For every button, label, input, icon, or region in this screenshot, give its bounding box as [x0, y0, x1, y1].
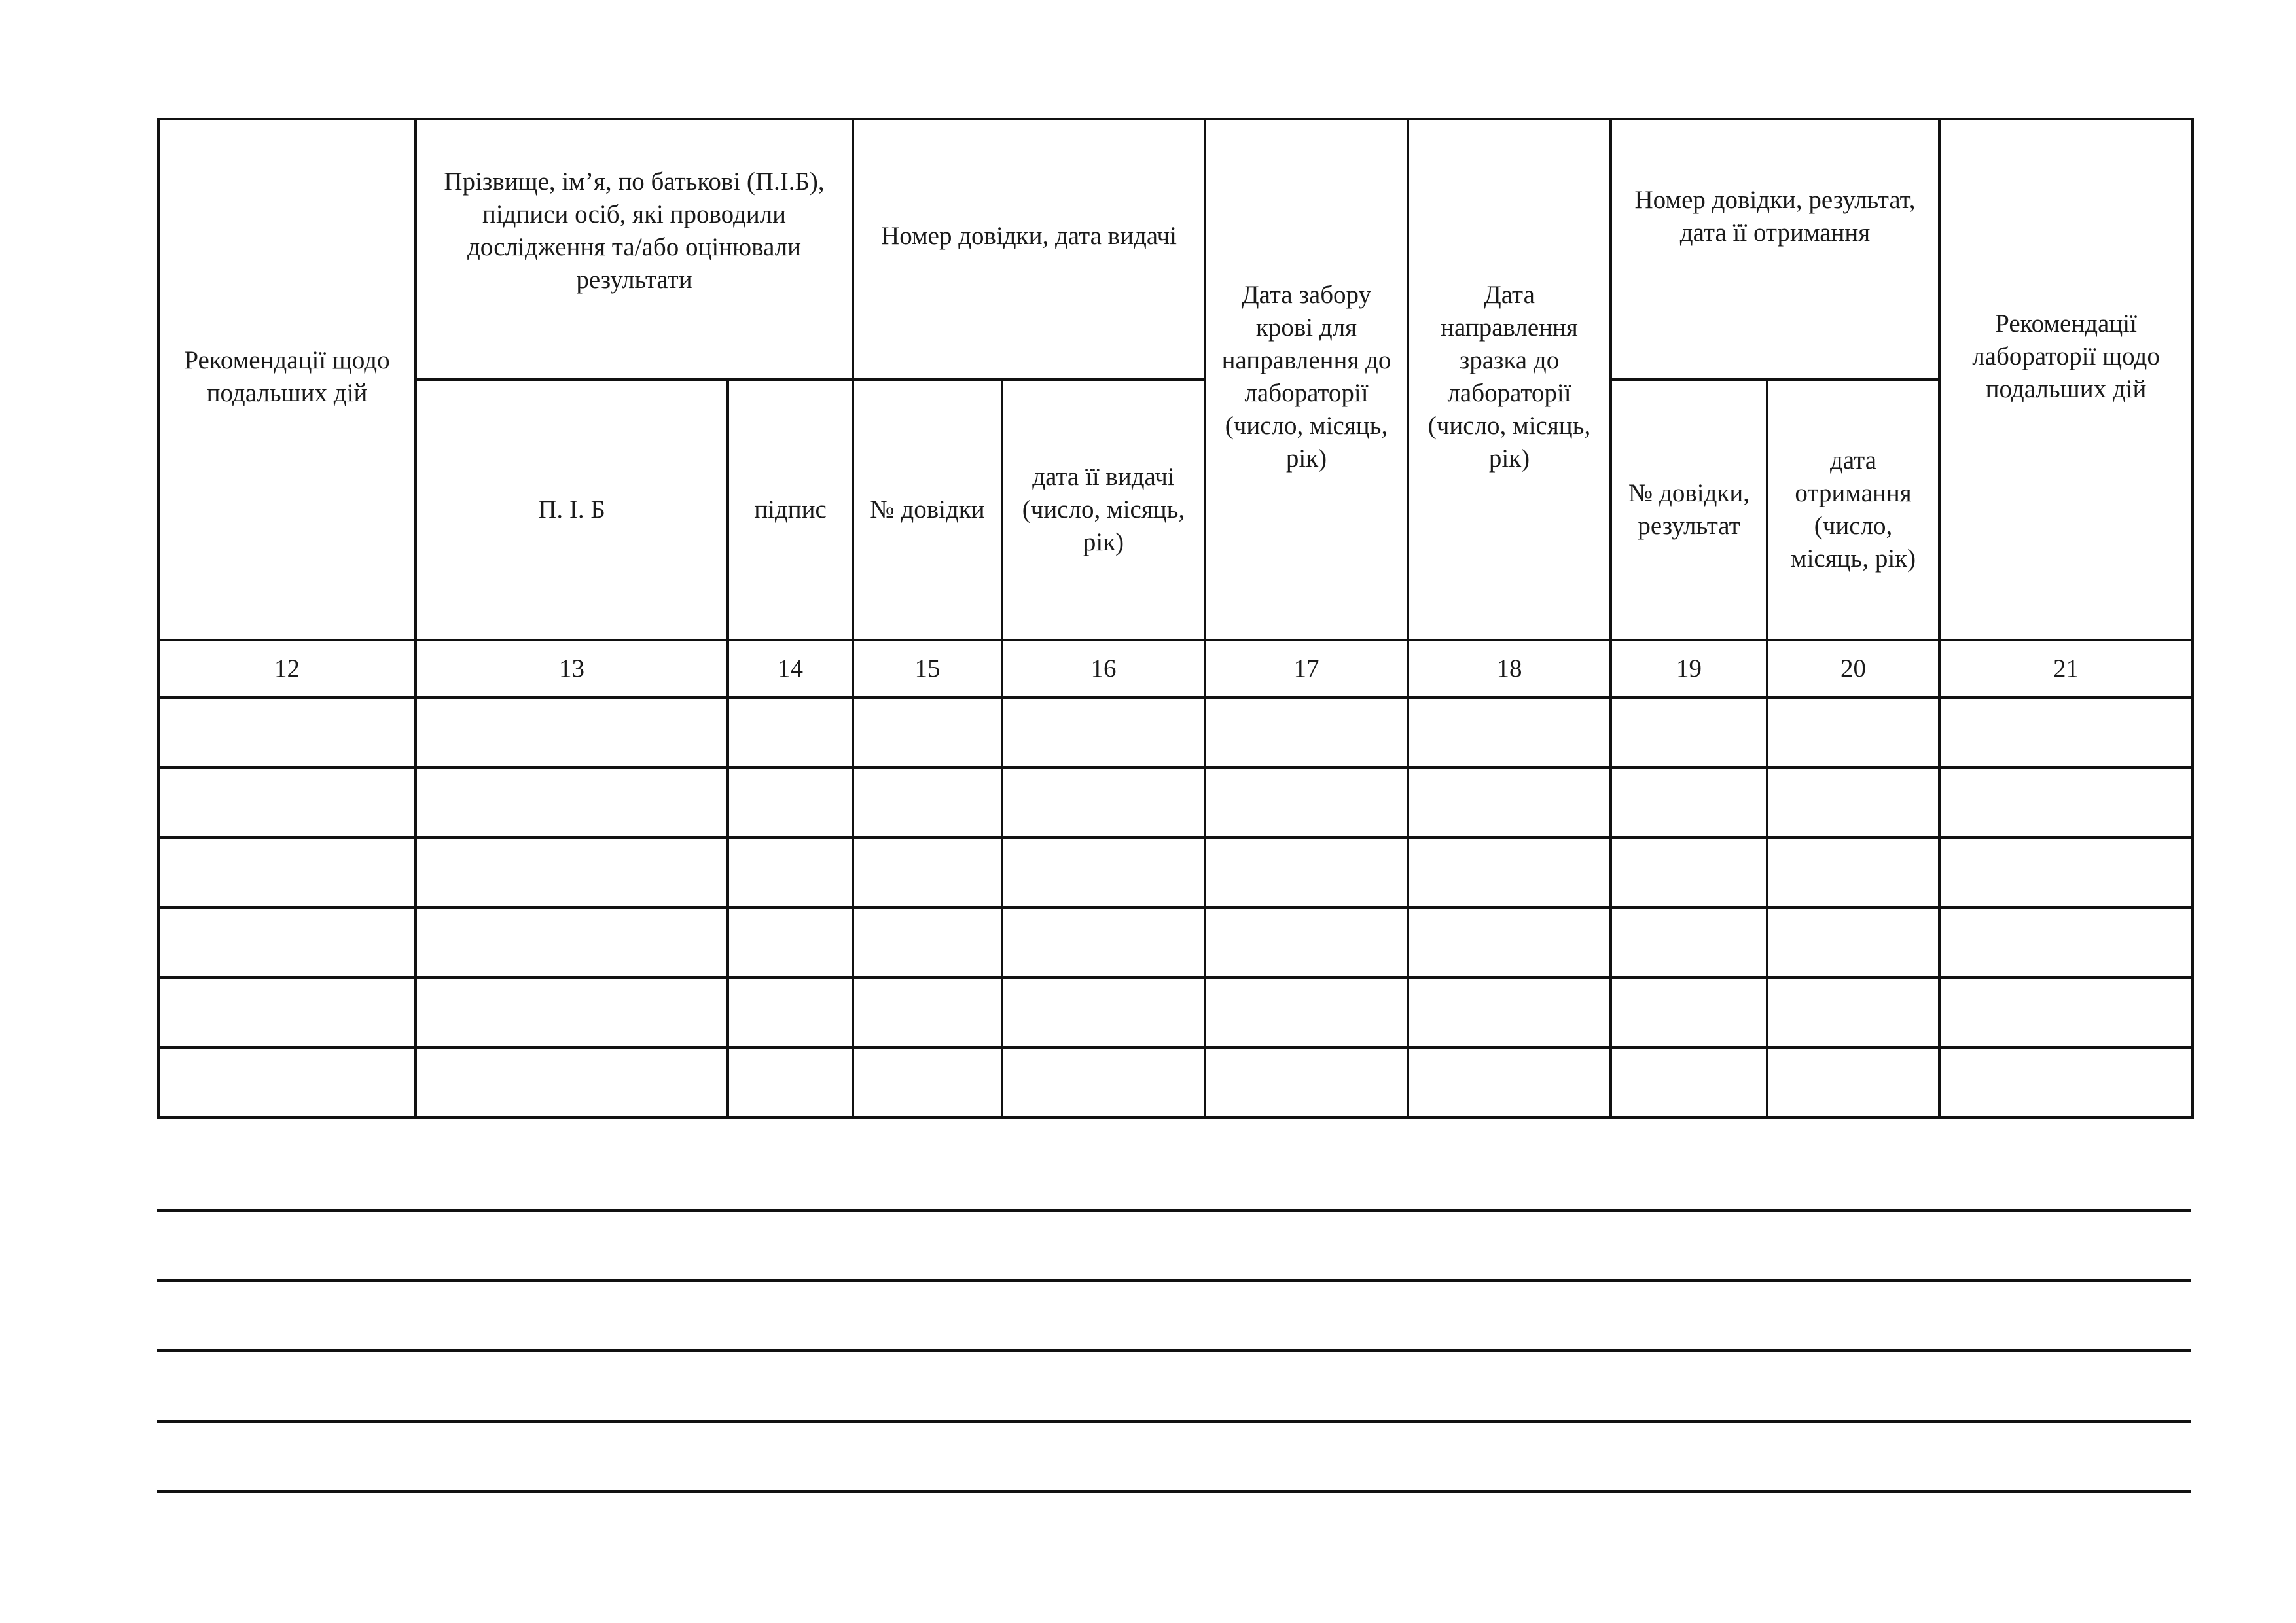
table-cell[interactable] — [1408, 698, 1611, 768]
header-sample-sending-date-label: Дата направлення зразка до лабораторії (число, місяць, рік) — [1427, 281, 1591, 473]
table-cell[interactable] — [1767, 698, 1939, 768]
column-number: 21 — [1939, 640, 2193, 698]
table-cell[interactable] — [1002, 838, 1205, 908]
table-cell[interactable] — [1611, 768, 1767, 838]
table-cell[interactable] — [416, 1048, 728, 1118]
table-cell[interactable] — [1205, 698, 1408, 768]
column-number: 20 — [1767, 640, 1939, 698]
table-cell[interactable] — [1767, 838, 1939, 908]
header-persons-group-label: Прізвище, ім’я, по батькові (П.І.Б), підписи осіб, які проводили дослідження та/або оцінювали результати — [444, 168, 825, 294]
header-certificate-issue-date — [1002, 380, 1205, 640]
table-cell[interactable] — [1939, 1048, 2193, 1118]
table-cell[interactable] — [1767, 908, 1939, 978]
table-cell[interactable] — [1611, 698, 1767, 768]
table-cell[interactable] — [1002, 698, 1205, 768]
table-cell[interactable] — [1611, 908, 1767, 978]
table-row — [158, 978, 2193, 1048]
header-certificate-number — [853, 380, 1002, 640]
header-sample-sending-date — [1408, 119, 1611, 640]
column-number: 19 — [1611, 640, 1767, 698]
table-cell[interactable] — [1408, 978, 1611, 1048]
header-signature-label: підпис — [754, 495, 827, 524]
header-result-group-label: Номер довідки, результат, дата її отримання — [1634, 186, 1916, 247]
header-certificate-number-label: № довідки — [870, 495, 985, 524]
table-cell[interactable] — [1611, 838, 1767, 908]
header-blood-sampling-date-label: Дата забору крові для направлення до лабораторії (число, місяць, рік) — [1221, 281, 1391, 473]
table-cell[interactable] — [1205, 838, 1408, 908]
table-cell[interactable] — [1939, 978, 2193, 1048]
table-cell[interactable] — [1408, 838, 1611, 908]
table-cell[interactable] — [1205, 908, 1408, 978]
table-cell[interactable] — [1408, 908, 1611, 978]
table-cell[interactable] — [728, 1048, 853, 1118]
table-cell[interactable] — [1408, 768, 1611, 838]
column-number: 12 — [158, 640, 416, 698]
header-result-group — [1611, 119, 1939, 380]
table-cell[interactable] — [1767, 1048, 1939, 1118]
header-certificate-group — [853, 119, 1205, 380]
column-number: 14 — [728, 640, 853, 698]
column-number: 13 — [416, 640, 728, 698]
table-cell[interactable] — [853, 908, 1002, 978]
header-result-certificate-number — [1611, 380, 1767, 640]
header-recommendations-label: Рекомендації щодо подальших дій — [184, 346, 390, 407]
column-number: 15 — [853, 640, 1002, 698]
header-certificate-group-label: Номер довідки, дата видачі — [881, 222, 1177, 250]
table-cell[interactable] — [1002, 768, 1205, 838]
table-cell[interactable] — [158, 838, 416, 908]
header-result-receipt-date — [1767, 380, 1939, 640]
header-persons-group — [416, 119, 853, 380]
table-cell[interactable] — [416, 698, 728, 768]
table-cell[interactable] — [1611, 1048, 1767, 1118]
table-cell[interactable] — [1002, 908, 1205, 978]
table-cell[interactable] — [1939, 908, 2193, 978]
table-cell[interactable] — [1002, 978, 1205, 1048]
register-table — [157, 118, 2194, 1119]
table-row — [158, 698, 2193, 768]
table-cell[interactable] — [158, 698, 416, 768]
table-row — [158, 838, 2193, 908]
header-result-receipt-date-label: дата отримання (число, місяць, рік) — [1790, 446, 1916, 573]
header-row-group — [158, 119, 2193, 380]
table-cell[interactable] — [728, 978, 853, 1048]
table-row — [158, 768, 2193, 838]
header-full-name — [416, 380, 728, 640]
table-cell[interactable] — [1767, 768, 1939, 838]
note-line[interactable] — [157, 1349, 2191, 1352]
blank-rows — [158, 698, 2193, 1118]
note-line[interactable] — [157, 1279, 2191, 1282]
note-line[interactable] — [157, 1490, 2191, 1493]
column-number: 16 — [1002, 640, 1205, 698]
table-cell[interactable] — [416, 838, 728, 908]
table-cell[interactable] — [853, 768, 1002, 838]
table-row — [158, 908, 2193, 978]
header-row-sub — [158, 380, 2193, 640]
table-cell[interactable] — [416, 908, 728, 978]
table-cell[interactable] — [853, 978, 1002, 1048]
column-number: 18 — [1408, 640, 1611, 698]
table-cell[interactable] — [1002, 1048, 1205, 1118]
table-cell[interactable] — [158, 768, 416, 838]
table-cell[interactable] — [158, 1048, 416, 1118]
table-cell[interactable] — [1205, 978, 1408, 1048]
note-line[interactable] — [157, 1209, 2191, 1212]
table-cell[interactable] — [1939, 698, 2193, 768]
table-cell[interactable] — [728, 838, 853, 908]
table-cell[interactable] — [853, 838, 1002, 908]
header-recommendations — [158, 119, 416, 640]
header-full-name-label: П. І. Б — [538, 495, 605, 524]
header-signature — [728, 380, 853, 640]
table-cell[interactable] — [1767, 978, 1939, 1048]
header-result-certificate-number-label: № довідки, результат — [1628, 479, 1749, 540]
table-row — [158, 1048, 2193, 1118]
note-line[interactable] — [157, 1420, 2191, 1423]
table-cell[interactable] — [416, 978, 728, 1048]
header-blood-sampling-date — [1205, 119, 1408, 640]
header-lab-recommendations-label: Рекомендації лабораторії щодо подальших дій — [1972, 310, 2160, 403]
table-cell[interactable] — [728, 698, 853, 768]
column-number: 17 — [1205, 640, 1408, 698]
table-cell[interactable] — [1939, 838, 2193, 908]
table-cell[interactable] — [853, 1048, 1002, 1118]
table-cell[interactable] — [728, 908, 853, 978]
table-cell[interactable] — [1205, 768, 1408, 838]
table-cell[interactable] — [853, 698, 1002, 768]
table-cell[interactable] — [1611, 978, 1767, 1048]
table-cell[interactable] — [158, 978, 416, 1048]
table-cell[interactable] — [728, 768, 853, 838]
header-lab-recommendations — [1939, 119, 2193, 640]
table-cell[interactable] — [1408, 1048, 1611, 1118]
table-cell[interactable] — [1205, 1048, 1408, 1118]
table-cell[interactable] — [416, 768, 728, 838]
table-cell[interactable] — [158, 908, 416, 978]
table-cell[interactable] — [1939, 768, 2193, 838]
column-number-row — [158, 640, 2193, 698]
header-certificate-issue-date-label: дата її видачі (число, місяць, рік) — [1022, 463, 1185, 556]
